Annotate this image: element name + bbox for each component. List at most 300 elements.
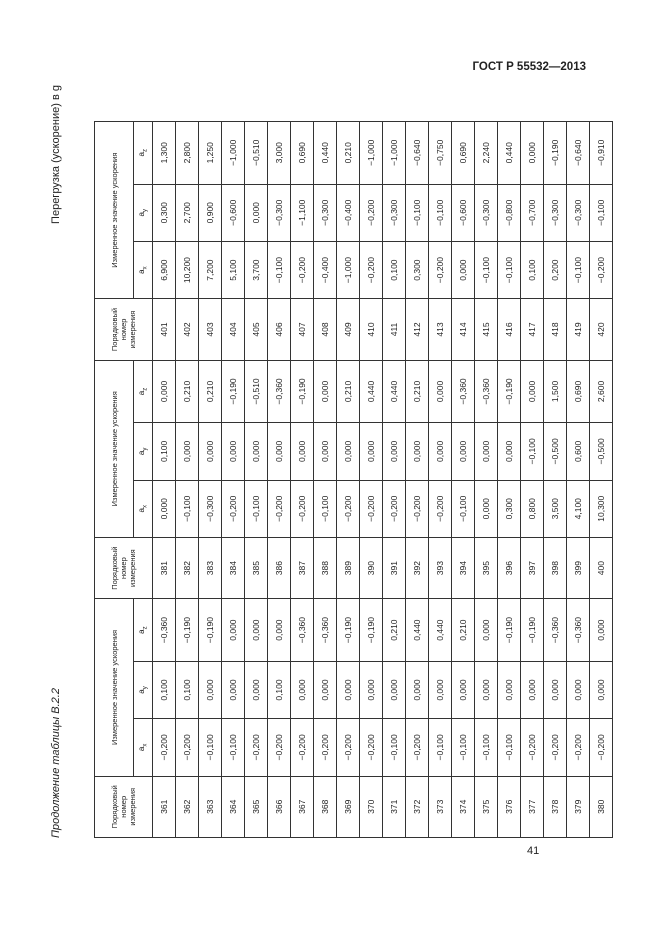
acceleration-value-cell: −0,190	[291, 360, 314, 422]
column-header-number: Порядковый номер измерения	[95, 537, 153, 598]
acceleration-value-cell: 0,440	[383, 360, 406, 422]
acceleration-value-cell: 4,100	[567, 480, 590, 537]
measurement-number-cell: 378	[544, 776, 567, 837]
acceleration-value-cell: −0,360	[452, 360, 475, 422]
acceleration-value-cell: 0,440	[498, 122, 521, 185]
acceleration-value-cell: 0,100	[383, 241, 406, 298]
acceleration-value-cell: −0,200	[222, 480, 245, 537]
acceleration-value-cell: 0,000	[291, 661, 314, 718]
acceleration-value-cell: −0,200	[360, 480, 383, 537]
table-row	[176, 122, 199, 838]
acceleration-value-cell: 0,000	[521, 360, 544, 422]
acceleration-value-cell: 0,000	[199, 661, 222, 718]
axis-symbol: a	[137, 390, 147, 396]
acceleration-value-cell: 0,000	[521, 661, 544, 718]
axis-symbol: a	[137, 508, 147, 513]
acceleration-value-cell: −0,640	[406, 122, 429, 185]
measurement-number-cell: 390	[360, 537, 383, 598]
acceleration-value-cell: 0,000	[406, 661, 429, 718]
acceleration-value-cell: 0,000	[245, 423, 268, 480]
acceleration-value-cell: −0,100	[268, 241, 291, 298]
acceleration-value-cell: −0,910	[590, 122, 613, 185]
axis-subscript: z	[142, 387, 149, 391]
measurement-number-cell: 407	[291, 299, 314, 360]
acceleration-value-cell: −0,190	[199, 599, 222, 661]
acceleration-value-cell: 0,200	[544, 241, 567, 298]
measurement-number-cell: 418	[544, 299, 567, 360]
acceleration-value-cell: −0,300	[314, 184, 337, 241]
measurement-number-cell: 385	[245, 537, 268, 598]
axis-header	[134, 599, 153, 661]
acceleration-value-cell: −0,190	[222, 360, 245, 422]
acceleration-value-cell: 0,000	[567, 661, 590, 718]
acceleration-value-cell: −0,200	[590, 241, 613, 298]
axis-symbol: a	[137, 269, 147, 274]
acceleration-value-cell: −0,200	[268, 719, 291, 776]
table-row	[153, 122, 176, 838]
acceleration-value-cell: 0,440	[429, 599, 452, 661]
acceleration-value-cell: 0,000	[429, 423, 452, 480]
acceleration-value-cell: 7,200	[199, 241, 222, 298]
acceleration-value-cell: 0,000	[222, 661, 245, 718]
acceleration-value-cell: −0,100	[498, 719, 521, 776]
acceleration-value-cell: 0,100	[521, 241, 544, 298]
axis-symbol: a	[137, 212, 147, 217]
acceleration-value-cell: −0,200	[291, 719, 314, 776]
acceleration-value-cell: 0,600	[567, 423, 590, 480]
table-row	[475, 122, 498, 838]
header-row	[95, 122, 134, 838]
measurement-number-cell: 377	[521, 776, 544, 837]
acceleration-value-cell: 0,690	[452, 122, 475, 185]
table-row	[268, 122, 291, 838]
acceleration-value-cell: 0,000	[153, 360, 176, 422]
acceleration-value-cell: −0,200	[314, 719, 337, 776]
acceleration-value-cell: −0,200	[337, 480, 360, 537]
acceleration-value-cell: −0,190	[544, 122, 567, 185]
acceleration-value-cell: 0,000	[452, 661, 475, 718]
acceleration-value-cell: −0,700	[521, 184, 544, 241]
acceleration-value-cell: −0,100	[452, 480, 475, 537]
measurement-number-cell: 370	[360, 776, 383, 837]
acceleration-value-cell: 0,440	[360, 360, 383, 422]
acceleration-value-cell: −0,190	[498, 599, 521, 661]
acceleration-value-cell: 0,000	[498, 661, 521, 718]
column-header-number: Порядковый номер измерения	[95, 776, 153, 837]
acceleration-value-cell: 0,000	[429, 661, 452, 718]
acceleration-value-cell: −0,300	[383, 184, 406, 241]
acceleration-value-cell: −0,200	[521, 719, 544, 776]
acceleration-value-cell: 10,200	[176, 241, 199, 298]
measurement-number-cell: 369	[337, 776, 360, 837]
acceleration-value-cell: −0,200	[360, 241, 383, 298]
subheader-row	[134, 122, 153, 838]
acceleration-value-cell: 0,000	[406, 423, 429, 480]
acceleration-value-cell: −0,200	[268, 480, 291, 537]
acceleration-value-cell: −0,100	[429, 719, 452, 776]
axis-symbol: a	[137, 152, 147, 157]
acceleration-value-cell: 0,000	[452, 423, 475, 480]
acceleration-value-cell: −0,100	[406, 184, 429, 241]
measurement-number-cell: 375	[475, 776, 498, 837]
measurement-number-cell: 409	[337, 299, 360, 360]
acceleration-value-cell: 0,000	[383, 423, 406, 480]
acceleration-value-cell: 3,700	[245, 241, 268, 298]
acceleration-value-cell: 0,000	[153, 480, 176, 537]
measurement-number-cell: 419	[567, 299, 590, 360]
table-row	[245, 122, 268, 838]
acceleration-value-cell: 5,100	[222, 241, 245, 298]
acceleration-value-cell: −0,190	[360, 599, 383, 661]
measurement-number-cell: 362	[176, 776, 199, 837]
table-row	[544, 122, 567, 838]
acceleration-value-cell: −0,800	[498, 184, 521, 241]
acceleration-value-cell: −0,500	[544, 423, 567, 480]
acceleration-value-cell: 0,440	[406, 599, 429, 661]
measurement-number-cell: 401	[153, 299, 176, 360]
acceleration-value-cell: −0,100	[176, 480, 199, 537]
acceleration-value-cell: 0,000	[498, 423, 521, 480]
acceleration-value-cell: −0,100	[429, 184, 452, 241]
measurement-number-cell: 403	[199, 299, 222, 360]
acceleration-value-cell: −0,300	[199, 480, 222, 537]
acceleration-value-cell: 10,300	[590, 480, 613, 537]
acceleration-value-cell: −0,360	[544, 599, 567, 661]
measurement-number-cell: 381	[153, 537, 176, 598]
unit-note: Перегрузка (ускорение) в g	[50, 85, 62, 224]
axis-header	[134, 661, 153, 718]
acceleration-value-cell: 0,000	[245, 599, 268, 661]
table-row	[406, 122, 429, 838]
acceleration-value-cell: −0,100	[245, 480, 268, 537]
measurement-number-cell: 366	[268, 776, 291, 837]
measurement-number-cell: 405	[245, 299, 268, 360]
column-header-group: Измеренное значение ускорения	[95, 122, 134, 299]
axis-symbol: a	[137, 450, 147, 456]
acceleration-value-cell: 2,800	[176, 122, 199, 185]
axis-header	[134, 480, 153, 537]
acceleration-value-cell: −0,200	[291, 241, 314, 298]
acceleration-value-cell: −0,510	[245, 122, 268, 185]
axis-header	[134, 360, 153, 422]
acceleration-value-cell: −0,190	[176, 599, 199, 661]
acceleration-value-cell: 0,000	[337, 423, 360, 480]
measurement-number-cell: 400	[590, 537, 613, 598]
table-row	[521, 122, 544, 838]
acceleration-value-cell: 0,100	[153, 423, 176, 480]
axis-header	[134, 719, 153, 776]
measurement-number-cell: 399	[567, 537, 590, 598]
column-header-group: Измеренное значение ускорения	[95, 360, 134, 537]
acceleration-value-cell: 0,690	[567, 360, 590, 422]
acceleration-value-cell: 0,000	[590, 599, 613, 661]
acceleration-value-cell: −0,600	[452, 184, 475, 241]
acceleration-value-cell: 3,500	[544, 480, 567, 537]
measurement-number-cell: 391	[383, 537, 406, 598]
standard-code: ГОСТ Р 55532—2013	[472, 61, 586, 73]
measurement-number-cell: 379	[567, 776, 590, 837]
measurement-number-cell: 364	[222, 776, 245, 837]
acceleration-value-cell: −0,200	[406, 719, 429, 776]
acceleration-value-cell: −0,200	[360, 184, 383, 241]
measurement-number-cell: 365	[245, 776, 268, 837]
acceleration-value-cell: 0,210	[199, 360, 222, 422]
page-number: 41	[527, 845, 540, 857]
axis-header	[134, 423, 153, 480]
acceleration-value-cell: −0,200	[383, 480, 406, 537]
acceleration-value-cell: 0,300	[406, 241, 429, 298]
acceleration-value-cell: −0,360	[291, 599, 314, 661]
acceleration-value-cell: −0,100	[498, 241, 521, 298]
axis-symbol: a	[137, 629, 147, 634]
axis-header	[134, 122, 153, 185]
acceleration-value-cell: −0,200	[567, 719, 590, 776]
acceleration-value-cell: −0,360	[475, 360, 498, 422]
measurement-number-cell: 380	[590, 776, 613, 837]
measurement-number-cell: 411	[383, 299, 406, 360]
acceleration-value-cell: 0,000	[475, 480, 498, 537]
measurement-number-cell: 382	[176, 537, 199, 598]
measurement-number-cell: 384	[222, 537, 245, 598]
rotated-content	[50, 78, 606, 838]
measurement-number-cell: 396	[498, 537, 521, 598]
measurement-number-cell: 372	[406, 776, 429, 837]
acceleration-value-cell: 1,250	[199, 122, 222, 185]
acceleration-value-cell: −1,000	[383, 122, 406, 185]
measurement-number-cell: 413	[429, 299, 452, 360]
measurement-number-cell: 402	[176, 299, 199, 360]
measurement-number-cell: 412	[406, 299, 429, 360]
acceleration-value-cell: 0,690	[291, 122, 314, 185]
acceleration-value-cell: 0,900	[199, 184, 222, 241]
table-row	[498, 122, 521, 838]
table-row	[567, 122, 590, 838]
measurement-number-cell: 393	[429, 537, 452, 598]
acceleration-value-cell: 0,000	[590, 661, 613, 718]
acceleration-value-cell: −0,190	[498, 360, 521, 422]
acceleration-value-cell: −1,000	[222, 122, 245, 185]
acceleration-value-cell: −0,100	[199, 719, 222, 776]
acceleration-value-cell: 0,210	[176, 360, 199, 422]
acceleration-value-cell: 0,000	[360, 423, 383, 480]
acceleration-value-cell: 0,100	[268, 661, 291, 718]
acceleration-value-cell: −0,200	[590, 719, 613, 776]
acceleration-value-cell: 0,000	[452, 241, 475, 298]
acceleration-value-cell: 0,000	[291, 423, 314, 480]
acceleration-value-cell: −0,100	[475, 719, 498, 776]
acceleration-value-cell: 0,800	[521, 480, 544, 537]
acceleration-value-cell: −0,190	[337, 599, 360, 661]
table-row	[199, 122, 222, 838]
acceleration-value-cell: 2,600	[590, 360, 613, 422]
acceleration-value-cell: −1,000	[337, 241, 360, 298]
measurement-number-cell: 414	[452, 299, 475, 360]
acceleration-value-cell: 0,000	[475, 599, 498, 661]
measurement-number-cell: 417	[521, 299, 544, 360]
acceleration-value-cell: 0,000	[475, 661, 498, 718]
table-caption: Продолжение таблицы В.2.2	[50, 688, 62, 838]
measurement-number-cell: 374	[452, 776, 475, 837]
acceleration-value-cell: −0,750	[429, 122, 452, 185]
acceleration-value-cell: 1,500	[544, 360, 567, 422]
measurement-number-cell: 416	[498, 299, 521, 360]
acceleration-value-cell: 0,210	[406, 360, 429, 422]
acceleration-value-cell: 0,000	[314, 423, 337, 480]
acceleration-value-cell: 0,000	[245, 184, 268, 241]
table-row	[429, 122, 452, 838]
measurement-number-cell: 392	[406, 537, 429, 598]
acceleration-value-cell: 0,000	[360, 661, 383, 718]
acceleration-value-cell: −0,360	[567, 599, 590, 661]
acceleration-value-cell: 0,000	[268, 599, 291, 661]
acceleration-value-cell: 6,900	[153, 241, 176, 298]
acceleration-value-cell: −0,100	[452, 719, 475, 776]
acceleration-value-cell: 0,300	[498, 480, 521, 537]
measurement-number-cell: 373	[429, 776, 452, 837]
acceleration-value-cell: 0,000	[383, 661, 406, 718]
acceleration-value-cell: 0,440	[314, 122, 337, 185]
axis-subscript: z	[142, 626, 149, 630]
acceleration-value-cell: −0,200	[406, 480, 429, 537]
axis-header	[134, 184, 153, 241]
acceleration-value-cell: 0,100	[153, 661, 176, 718]
measurement-number-cell: 420	[590, 299, 613, 360]
acceleration-value-cell: 0,210	[337, 122, 360, 185]
measurement-number-cell: 361	[153, 776, 176, 837]
acceleration-value-cell: 2,700	[176, 184, 199, 241]
table-row	[291, 122, 314, 838]
axis-subscript: y	[142, 447, 149, 451]
acceleration-value-cell: −0,400	[337, 184, 360, 241]
axis-subscript: x	[142, 266, 149, 270]
acceleration-value-cell: 0,210	[337, 360, 360, 422]
axis-header	[134, 241, 153, 298]
acceleration-value-cell: −0,100	[222, 719, 245, 776]
measurement-number-cell: 376	[498, 776, 521, 837]
acceleration-value-cell: −0,400	[314, 241, 337, 298]
acceleration-value-cell: −0,510	[245, 360, 268, 422]
measurement-number-cell: 408	[314, 299, 337, 360]
measurement-number-cell: 371	[383, 776, 406, 837]
table-row	[360, 122, 383, 838]
acceleration-value-cell: −0,640	[567, 122, 590, 185]
acceleration-value-cell: −0,360	[153, 599, 176, 661]
acceleration-value-cell: −0,100	[521, 423, 544, 480]
acceleration-value-cell: −0,300	[268, 184, 291, 241]
acceleration-value-cell: 0,100	[176, 661, 199, 718]
acceleration-value-cell: 0,000	[222, 423, 245, 480]
measurement-number-cell: 386	[268, 537, 291, 598]
measurement-number-cell: 383	[199, 537, 222, 598]
acceleration-value-cell: −1,100	[291, 184, 314, 241]
column-header-number: Порядковый номер измерения	[95, 299, 153, 360]
acceleration-value-cell: 0,000	[245, 661, 268, 718]
acceleration-value-cell: 0,000	[314, 360, 337, 422]
acceleration-value-cell: 0,000	[314, 661, 337, 718]
acceleration-value-cell: −0,200	[153, 719, 176, 776]
acceleration-value-cell: −0,300	[544, 184, 567, 241]
axis-subscript: x	[142, 505, 149, 508]
acceleration-value-cell: 0,000	[429, 360, 452, 422]
axis-subscript: z	[142, 149, 149, 153]
acceleration-value-cell: 3,000	[268, 122, 291, 185]
acceleration-value-cell: −0,360	[314, 599, 337, 661]
acceleration-value-cell: 0,000	[176, 423, 199, 480]
table-row	[590, 122, 613, 838]
acceleration-value-cell: −0,200	[429, 480, 452, 537]
table-row	[314, 122, 337, 838]
axis-subscript: y	[142, 686, 149, 690]
measurement-number-cell: 388	[314, 537, 337, 598]
measurement-number-cell: 415	[475, 299, 498, 360]
measurement-number-cell: 367	[291, 776, 314, 837]
acceleration-value-cell: 0,000	[475, 423, 498, 480]
acceleration-value-cell: −0,200	[291, 480, 314, 537]
acceleration-value-cell: −0,200	[360, 719, 383, 776]
acceleration-value-cell: −0,200	[337, 719, 360, 776]
acceleration-value-cell: 0,000	[521, 122, 544, 185]
measurement-number-cell: 387	[291, 537, 314, 598]
axis-subscript: x	[142, 743, 149, 747]
acceleration-value-cell: 0,000	[199, 423, 222, 480]
table-row	[383, 122, 406, 838]
acceleration-value-cell: −0,200	[544, 719, 567, 776]
measurement-number-cell: 410	[360, 299, 383, 360]
acceleration-value-cell: −0,100	[590, 184, 613, 241]
acceleration-value-cell: −0,190	[521, 599, 544, 661]
acceleration-value-cell: −0,100	[383, 719, 406, 776]
acceleration-value-cell: 2,240	[475, 122, 498, 185]
measurement-number-cell: 398	[544, 537, 567, 598]
acceleration-value-cell: 0,210	[452, 599, 475, 661]
acceleration-value-cell: −0,600	[222, 184, 245, 241]
acceleration-value-cell: 0,000	[544, 661, 567, 718]
acceleration-value-cell: −1,000	[360, 122, 383, 185]
acceleration-value-cell: −0,500	[590, 423, 613, 480]
measurement-number-cell: 389	[337, 537, 360, 598]
acceleration-value-cell: −0,200	[245, 719, 268, 776]
measurement-number-cell: 394	[452, 537, 475, 598]
acceleration-value-cell: 0,210	[383, 599, 406, 661]
acceleration-value-cell: −0,100	[475, 241, 498, 298]
acceleration-value-cell: 1,300	[153, 122, 176, 185]
acceleration-value-cell: −0,200	[176, 719, 199, 776]
measurement-number-cell: 404	[222, 299, 245, 360]
measurement-number-cell: 397	[521, 537, 544, 598]
acceleration-value-cell: 0,300	[153, 184, 176, 241]
table-row	[452, 122, 475, 838]
acceleration-value-cell: −0,300	[475, 184, 498, 241]
acceleration-value-cell: −0,100	[314, 480, 337, 537]
acceleration-value-cell: 0,000	[222, 599, 245, 661]
acceleration-value-cell: −0,300	[567, 184, 590, 241]
acceleration-value-cell: 0,000	[337, 661, 360, 718]
axis-symbol: a	[137, 746, 147, 752]
measurement-number-cell: 395	[475, 537, 498, 598]
table-row	[337, 122, 360, 838]
measurement-number-cell: 363	[199, 776, 222, 837]
measurement-number-cell: 406	[268, 299, 291, 360]
acceleration-value-cell: 0,000	[268, 423, 291, 480]
measurement-number-cell: 368	[314, 776, 337, 837]
acceleration-value-cell: −0,200	[429, 241, 452, 298]
measurement-table	[94, 121, 613, 838]
acceleration-value-cell: −0,360	[268, 360, 291, 422]
table-row	[222, 122, 245, 838]
axis-subscript: y	[142, 209, 149, 212]
axis-symbol: a	[137, 689, 147, 694]
acceleration-value-cell: −0,100	[567, 241, 590, 298]
